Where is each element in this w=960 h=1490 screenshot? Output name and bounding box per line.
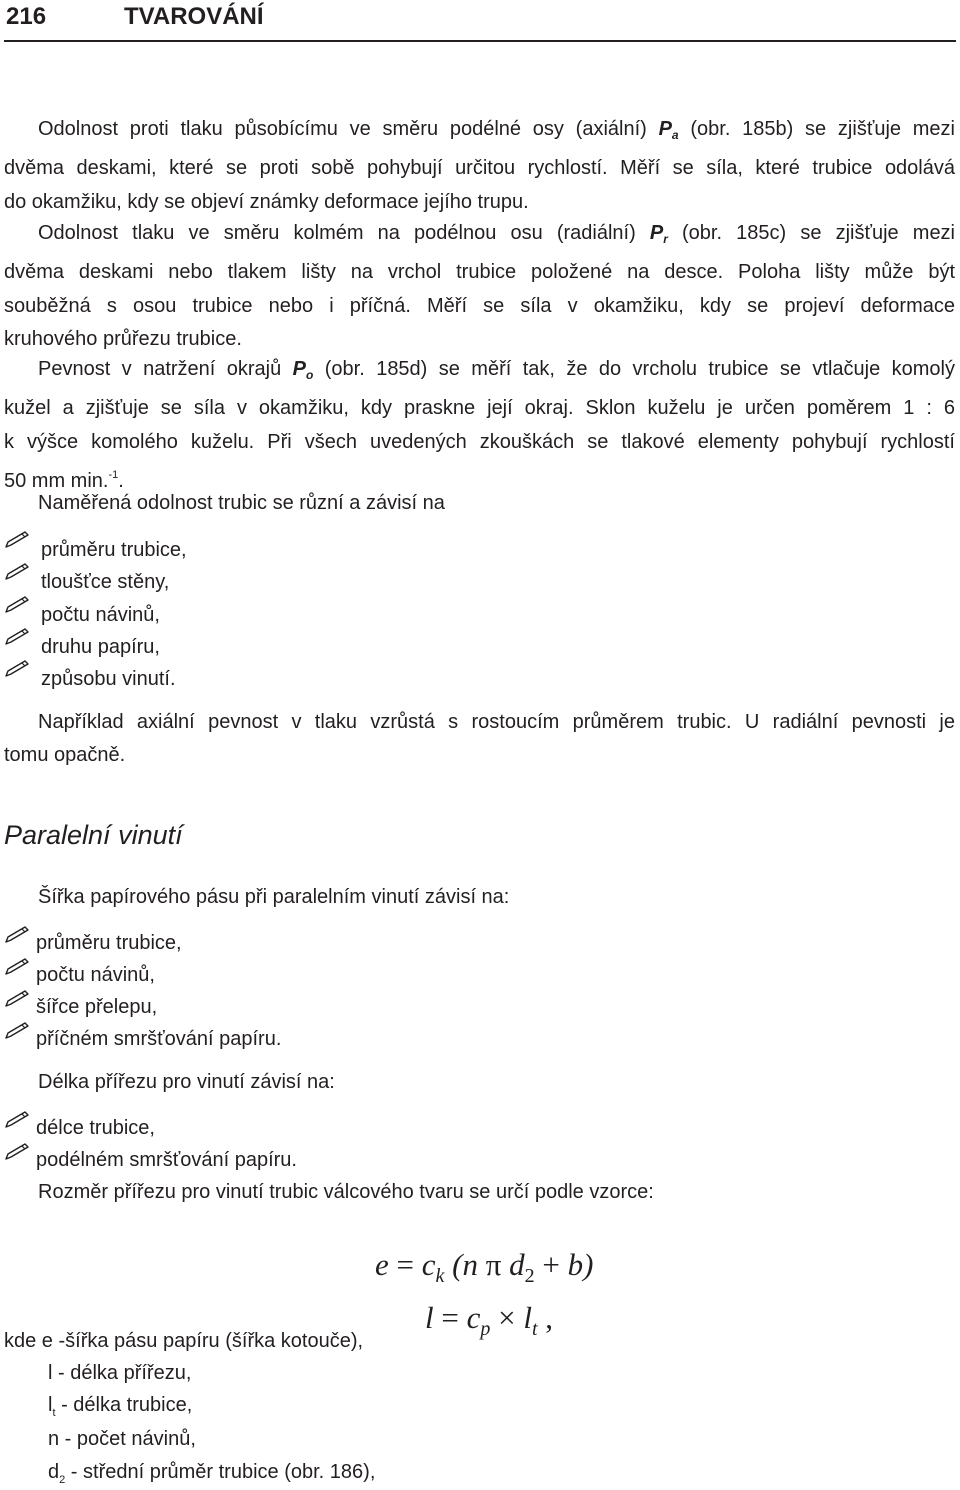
superscript: -1 xyxy=(108,468,119,481)
list-item: průměru trubice, xyxy=(36,932,182,954)
list-item: podélném smršťování papíru. xyxy=(36,1149,297,1171)
symbol-subscript: o xyxy=(306,368,314,382)
paragraph-example xyxy=(4,706,955,773)
formula-subscript: 2 xyxy=(524,1265,535,1287)
list-item: příčném smršťování papíru. xyxy=(36,1028,282,1050)
paragraph-axial xyxy=(4,113,955,219)
formula-text: l xyxy=(425,1300,442,1335)
text: (obr. 185d) se měří tak, že do vrcholu trubice se vtlačuje komolý xyxy=(313,358,955,380)
formula-text: c xyxy=(414,1247,436,1282)
formula-width xyxy=(375,1247,593,1288)
formula-subscript: k xyxy=(435,1265,445,1287)
text: . xyxy=(118,469,124,492)
formula-length xyxy=(425,1300,553,1341)
text: - střední průměr trubice (obr. 186), xyxy=(65,1461,376,1483)
definition-d2 xyxy=(48,1461,375,1486)
header-rule xyxy=(4,40,956,42)
formula-operator: = xyxy=(441,1300,459,1335)
pencil-icon xyxy=(4,958,30,976)
paragraph-edge-strength xyxy=(4,353,955,498)
paragraph-line: k výšce komolého kuželu. Při všech uvedených zkouškách se tlakové elementy pohybují rychlostí xyxy=(4,430,955,453)
symbol-subscript: r xyxy=(663,232,668,246)
symbol-subscript: a xyxy=(671,128,679,142)
formula-text: , xyxy=(537,1300,554,1335)
formula-text: e xyxy=(375,1247,397,1282)
text: 50 mm min. xyxy=(4,469,109,492)
paragraph-line xyxy=(4,113,955,152)
paragraph-line: kruhového průřezu trubice. xyxy=(4,327,242,350)
definition-lt xyxy=(48,1394,192,1419)
subscript: t xyxy=(52,1407,56,1419)
subscript: 2 xyxy=(59,1474,66,1486)
list-item: tloušťce stěny, xyxy=(41,571,170,593)
formula-subscript: t xyxy=(531,1318,538,1340)
text: Odolnost tlaku ve směru kolmém na podélnou osu (radiální) xyxy=(38,222,650,244)
list-intro: Délka přířezu pro vinutí závisí na: xyxy=(38,1071,335,1093)
text: (obr. 185c) se zjišťuje mezi xyxy=(667,222,956,244)
pencil-icon xyxy=(4,926,30,944)
text: Odolnost proti tlaku působícímu ve směru podélné osy (axiální) xyxy=(38,118,659,140)
list-item: druhu papíru, xyxy=(41,636,160,658)
pencil-icon xyxy=(4,563,30,581)
paragraph-line: kužel a zjišťuje se síla v okamžiku, kdy praskne její okraj. Sklon kuželu je určen poměrem 1 : 6 xyxy=(4,397,955,420)
formula-text: c xyxy=(458,1300,481,1335)
formula-operator: + xyxy=(534,1247,568,1282)
symbol-p: P xyxy=(658,118,672,140)
formula-operator: × xyxy=(490,1300,524,1335)
paragraph-line xyxy=(4,217,955,256)
definition-n: n - počet návinů, xyxy=(48,1428,196,1450)
pencil-icon xyxy=(4,1022,30,1040)
pencil-icon xyxy=(4,531,30,549)
definition-l: l - délka přířezu, xyxy=(48,1362,192,1384)
section-title: Paralelní vinutí xyxy=(4,820,183,850)
paragraph-line: do okamžiku, kdy se objeví známky deformace jejího trupu. xyxy=(4,190,529,213)
text: l xyxy=(48,1394,53,1416)
text: - délka trubice, xyxy=(55,1394,193,1416)
symbol-p: P xyxy=(292,358,306,380)
paragraph-radial xyxy=(4,217,955,356)
formula-symbol: π xyxy=(485,1247,502,1282)
pencil-icon xyxy=(4,990,30,1008)
list-item: šířce přelepu, xyxy=(36,996,158,1018)
text: d xyxy=(48,1461,60,1483)
text: (obr. 185b) se zjišťuje mezi xyxy=(678,118,955,140)
pencil-icon xyxy=(4,1143,30,1161)
chapter-title: TVAROVÁNÍ xyxy=(124,3,264,30)
formula-subscript: p xyxy=(480,1318,491,1340)
list-item: délce trubice, xyxy=(36,1117,155,1139)
list-intro: Šířka papírového pásu při paralelním vinutí závisí na: xyxy=(38,886,510,908)
formula-text: d xyxy=(501,1247,525,1282)
formula-operator: = xyxy=(396,1247,414,1282)
pencil-icon xyxy=(4,628,30,646)
pencil-icon xyxy=(4,596,30,614)
paragraph-line: dvěma deskami, které se proti sobě pohybují určitou rychlostí. Měří se síla, které trubice odolává xyxy=(4,157,955,180)
list-intro: Naměřená odolnost trubic se různí a závisí na xyxy=(38,492,445,514)
paragraph-line xyxy=(4,353,955,392)
page-number: 216 xyxy=(6,3,47,30)
list-item: způsobu vinutí. xyxy=(41,668,176,690)
pencil-icon xyxy=(4,1111,30,1129)
formula-text: l xyxy=(523,1300,532,1335)
pencil-icon xyxy=(4,660,30,678)
definition-e: kde e -šířka pásu papíru (šířka kotouče), xyxy=(4,1330,364,1352)
formula-text: b) xyxy=(567,1247,594,1282)
paragraph-line: tomu opačně. xyxy=(4,744,126,767)
formula-text: (n xyxy=(444,1247,486,1282)
paragraph-line: dvěma deskami nebo tlakem lišty na vrchol trubice položené na desce. Poloha lišty může být xyxy=(4,261,955,284)
list-item: počtu návinů, xyxy=(36,964,155,986)
formula-intro: Rozměr přířezu pro vinutí trubic válcového tvaru se určí podle vzorce: xyxy=(38,1181,654,1203)
list-item: průměru trubice, xyxy=(41,539,187,561)
paragraph-line: souběžná s osou trubice nebo i příčná. Měří se síla v okamžiku, kdy se projeví deformace xyxy=(4,294,955,317)
symbol-p: P xyxy=(649,222,664,244)
text: Pevnost v natržení okrajů xyxy=(38,358,293,380)
paragraph-line: Například axiální pevnost v tlaku vzrůstá s rostoucím průměrem trubic. U radiální pevnosti je xyxy=(38,711,955,733)
page-header xyxy=(0,0,960,42)
list-item: počtu návinů, xyxy=(41,604,160,626)
